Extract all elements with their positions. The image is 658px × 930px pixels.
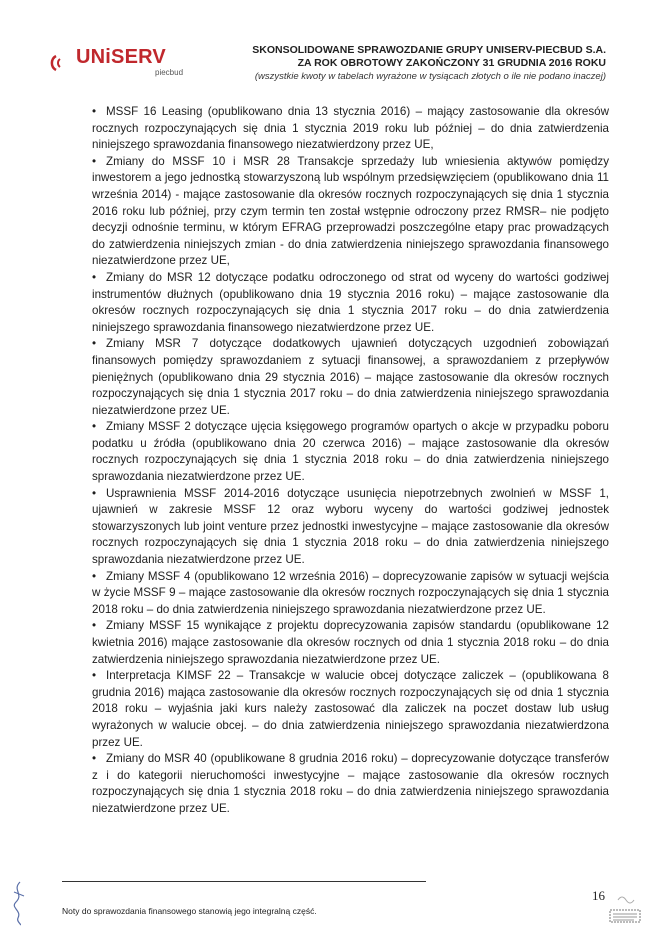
document-header	[186, 44, 606, 83]
header-title-line1: SKONSOLIDOWANE SPRAWOZDANIE GRUPY UNISERV-PIECBUD S.A.	[252, 44, 606, 56]
bullet-icon: •	[92, 669, 97, 683]
bullet-icon: •	[92, 569, 97, 583]
header-title-line2: ZA ROK OBROTOWY ZAKOŃCZONY 31 GRUDNIA 2016 ROKU	[297, 57, 606, 69]
list-item	[92, 419, 609, 485]
list-item	[92, 486, 609, 569]
logo-subtitle: piecbud	[155, 68, 184, 77]
list-item-text: MSSF 16 Leasing (opublikowano dnia 13 stycznia 2016) – mający zastosowanie dla okresów rocznych rozpoczynających się dnia 1 stycznia 2019 roku lub później – do dnia zatwierdzenia niniejszego sprawozdania finansowego niezatwierdzony przez UE,	[92, 105, 609, 152]
list-item	[92, 336, 609, 419]
list-item	[92, 618, 609, 668]
bullet-icon: •	[92, 619, 97, 633]
list-item	[92, 270, 609, 336]
list-item	[92, 668, 609, 751]
bullet-icon: •	[92, 420, 97, 434]
bullet-icon: •	[92, 270, 97, 284]
page-number: 16	[592, 888, 605, 903]
list-item	[92, 569, 609, 619]
bullet-icon: •	[92, 105, 97, 118]
signature-icon	[8, 880, 30, 926]
bullet-icon: •	[92, 154, 97, 168]
bullet-icon: •	[92, 337, 97, 351]
list-item-text: Zmiany MSR 7 dotyczące dodatkowych ujawnień dotyczących uzgodnień zobowiązań finansowych pomiędzy sprawozdaniem z sytuacji finansowej, a sprawozdaniem z przepływów pieniężnych (opublikowano dnia 29 stycznia 2016) – mające zastosowanie dla okresów rocznych rozpoczynających się dnia 1 stycznia 2017 roku – do dnia zatwierdzenia niniejszego sprawozdania niezatwierdzone przez UE.	[92, 337, 609, 417]
list-item-text: Zmiany do MSR 12 dotyczące podatku odroczonego od strat od wyceny do wartości godziwej instrumentów dłużnych (opublikowano dnia 19 stycznia 2016 roku) – mające zastosowanie dla okresów rocznych rozpoczynających się dnia 1 stycznia 2017 roku – do dnia zatwierdzenia niniejszego sprawozdania finansowego niezatwierdzone przez UE.	[92, 270, 609, 334]
list-item-text: Zmiany MSSF 2 dotyczące ujęcia księgowego programów opartych o akcje w przypadku poboru podatku u źródła (opublikowano dnia 20 czerwca 2016) – mające zastosowanie dla okresów rocznych rozpoczynających się dnia 1 stycznia 2018 roku – do dnia zatwierdzenia niniejszego sprawozdania niezatwierdzone przez UE.	[92, 420, 609, 484]
stamp-icon	[604, 880, 644, 926]
header-note: (wszystkie kwoty w tabelach wyrażone w tysiącach złotych o ile nie podano inaczej)	[254, 71, 606, 82]
list-item-text: Zmiany MSSF 15 wynikające z projektu doprecyzowania zapisów standardu (opublikowane 12 kwietnia 2016) mające zastosowanie dla okresów rocznych od dnia 1 stycznia 2018 roku – do dnia zatwierdzenia niniejszego sprawozdania niezatwierdzone przez UE.	[92, 619, 609, 666]
list-item-text: Zmiany MSSF 4 (opublikowano 12 września 2016) – doprecyzowanie zapisów w sytuacji wejścia w życie MSSF 9 – mające zastosowanie dla okresów rocznych rozpoczynających się dnia 1 stycznia 2018 roku – do dnia zatwierdzenia niniejszego sprawozdania niezatwierdzone przez UE.	[92, 569, 609, 616]
logo-name: UNiSERV	[76, 46, 166, 68]
standards-list	[92, 104, 609, 818]
list-item-text: Zmiany do MSR 40 (opublikowane 8 grudnia 2016 roku) – doprecyzowanie dotyczące transferów z i do kategorii nieruchomości inwestycyjne – mające zastosowanie dla okresów rocznych rozpoczynających się dnia 1 stycznia 2018 roku – do dnia zatwierdzenia niniejszego sprawozdania niezatwierdzone przez UE.	[92, 752, 609, 815]
list-item	[92, 154, 609, 270]
list-item-text: Usprawnienia MSSF 2014-2016 dotyczące usunięcia niepotrzebnych zwolnień w MSSF 1, ujawnień w zakresie MSSF 12 oraz wyboru wyceny do wartości godziwej jednostek stowarzyszonych lub joint venture przez jednostki inwestycyjne – mające zastosowanie dla okresów rocznych rozpoczynających się dnia 1 stycznia 2018 roku – do dnia zatwierdzenia niniejszego sprawozdania niezatwierdzone przez UE.	[92, 486, 609, 567]
list-item-text: Interpretacja KIMSF 22 – Transakcje w walucie obcej dotyczące zaliczek – (opublikowana 8 grudnia 2016) mająca zastosowanie dla okresów rocznych rozpoczynających się od dnia 1 stycznia 2018 roku – wyjaśnia jaki kurs należy zastosować dla zaliczek na poczet dostaw lub usług wyrażonych w walucie obcej. – do dnia zatwierdzenia niniejszego sprawozdania niezatwierdzona przez UE.	[92, 669, 609, 749]
footnote-divider	[62, 881, 426, 882]
list-item	[92, 104, 609, 154]
list-item	[92, 751, 609, 817]
footnote: Noty do sprawozdania finansowego stanowią jego integralną część.	[62, 906, 317, 916]
logo-mark-icon	[50, 52, 72, 74]
list-item-text: Zmiany do MSSF 10 i MSR 28 Transakcje sprzedaży lub wniesienia aktywów pomiędzy inwestorem a jego jednostką stowarzyszoną lub wspólnym przedsięwzięciem (opublikowano dnia 11 września 2014) - mające zastosowanie dla okresów rocznych rozpoczynających się dnia 1 stycznia 2016 roku lub później, przy czym termin ten został wstępnie odroczony przez RMSR– nie podjęto decyzji odnośnie terminu, w którym EFRAG przeprowadzi poszczególne etapy prac prowadzących do zatwierdzenia niniejszych zmian - do dnia zatwierdzenia niniejszego sprawozdania finansowego niezatwierdzone przez UE,	[92, 154, 609, 268]
bullet-icon: •	[92, 752, 97, 766]
bullet-icon: •	[92, 486, 97, 500]
